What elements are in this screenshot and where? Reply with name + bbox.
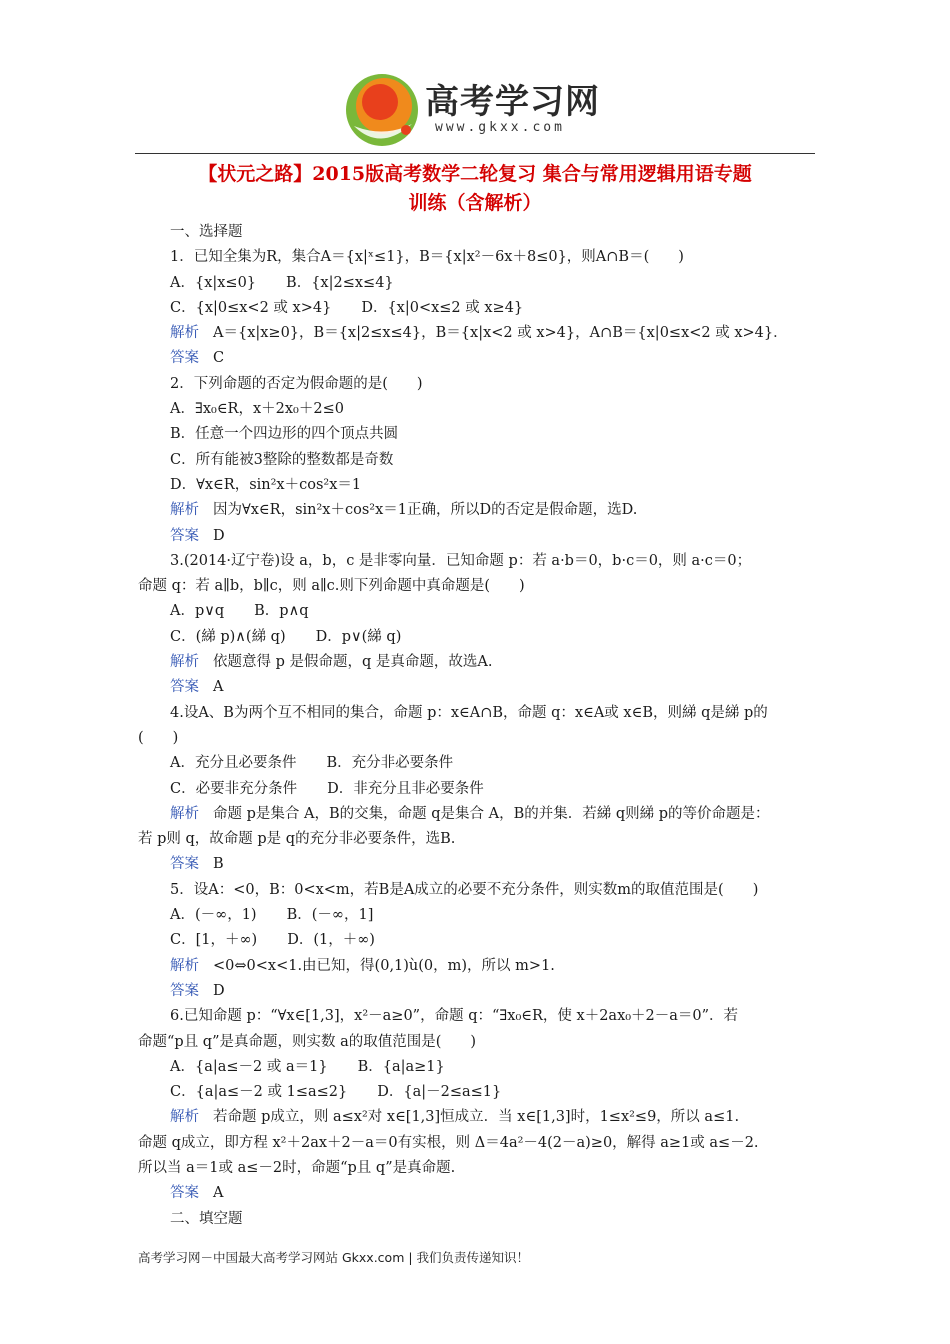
analysis-text: 因为∀x∈R，sin²x＋cos²x＝1正确，所以D的否定是假命题，选D. xyxy=(213,502,638,519)
analysis-text: 依题意得 p 是假命题，q 是真命题，故选A. xyxy=(213,654,493,671)
analysis-label: 解析 xyxy=(170,957,199,974)
answer xyxy=(138,346,818,371)
logo-emblem-icon xyxy=(340,66,430,156)
answer xyxy=(138,524,818,549)
options-row xyxy=(138,625,818,650)
analysis-label: 解析 xyxy=(170,325,199,342)
option-a: A．(－∞，1) xyxy=(170,907,257,924)
header-rule xyxy=(135,153,815,154)
answer-value: D xyxy=(213,982,225,999)
answer-label: 答案 xyxy=(170,350,199,367)
analysis-label: 解析 xyxy=(170,805,199,822)
analysis xyxy=(138,321,818,346)
document-title xyxy=(135,160,815,218)
analysis-cont: 命题 q成立，即方程 x²＋2ax＋2－a＝0有实根，则 Δ＝4a²－4(2－a)≥0，解得 a≥1或 a≤－2. xyxy=(138,1134,759,1151)
option-a: A．{a|a≤－2 或 a＝1} xyxy=(170,1058,328,1075)
section-heading: 一、选择题 xyxy=(170,224,243,240)
option-d: D．∀x∈R，sin²x＋cos²x＝1 xyxy=(170,476,362,493)
answer-value: D xyxy=(213,527,225,544)
analysis xyxy=(138,498,818,523)
question-6-cont: 命题“p且 q”是真命题，则实数 a的取值范围是( ) xyxy=(138,1033,477,1050)
answer xyxy=(138,852,818,877)
answer-label: 答案 xyxy=(170,1185,199,1202)
page-footer: 高考学习网－中国最大高考学习网站 Gkxx.com | 我们负责传递知识！ xyxy=(138,1250,530,1265)
options-row xyxy=(138,928,818,953)
option-d: D．p∨(綈 q) xyxy=(315,628,402,645)
answer-value: A xyxy=(213,679,224,696)
title-line-2: 训练（含解析） xyxy=(408,192,542,214)
options-row xyxy=(138,777,818,802)
option-a: A．充分且必要条件 xyxy=(170,755,297,772)
answer-value: C xyxy=(213,350,225,367)
analysis-cont: 若 p则 q，故命题 p是 q的充分非必要条件，选B. xyxy=(138,831,456,848)
option-b: B．任意一个四边形的四个顶点共圆 xyxy=(170,426,399,443)
options-row xyxy=(138,1055,818,1080)
option-d: D．{a|－2≤a≤1} xyxy=(377,1084,502,1101)
option-b: B．(－∞，1] xyxy=(286,907,374,924)
option-c: C．(綈 p)∧(綈 q) xyxy=(170,628,286,645)
analysis-label: 解析 xyxy=(170,502,199,519)
option-b: B．充分非必要条件 xyxy=(326,755,454,772)
options-row xyxy=(138,1080,818,1105)
question-1: 1．已知全集为R，集合A＝{x|ˣ≤1}，B＝{x|x²－6x＋8≤0}，则A∩B＝( ) xyxy=(170,249,684,266)
answer-label: 答案 xyxy=(170,527,199,544)
option-c: C．[1，＋∞) xyxy=(170,932,258,949)
options-row xyxy=(138,903,818,928)
analysis-text: 若命题 p成立，则 a≤x²对 x∈[1,3]恒成立．当 x∈[1,3]时，1≤x²≤9，所以 a≤1. xyxy=(213,1109,740,1126)
options-row xyxy=(138,599,818,624)
option-a: A．p∨q xyxy=(170,603,225,620)
analysis-text: A＝{x|x≥0}，B＝{x|2≤x≤4}，B＝{x|x<2 或 x>4}，A∩B＝{x|0≤x<2 或 x>4}． xyxy=(213,325,788,342)
analysis xyxy=(138,650,818,675)
answer-label: 答案 xyxy=(170,856,199,873)
site-logo xyxy=(340,62,620,158)
option-c: C．必要非充分条件 xyxy=(170,780,298,797)
logo-text: 高考学习网 xyxy=(425,82,600,122)
analysis-label: 解析 xyxy=(170,1109,199,1126)
option-d: D．{x|0<x≤2 或 x≥4} xyxy=(361,299,524,316)
analysis xyxy=(138,954,818,979)
section-heading: 二、填空题 xyxy=(170,1210,243,1227)
option-c: C．所有能被3整除的整数都是奇数 xyxy=(170,451,394,468)
option-d: D．非充分且非必要条件 xyxy=(327,780,484,797)
answer-label: 答案 xyxy=(170,679,199,696)
answer-label: 答案 xyxy=(170,982,199,999)
analysis xyxy=(138,1105,818,1130)
document-body xyxy=(138,220,818,1232)
question-5: 5．设A：<0，B：0<x<m，若B是A成立的必要不充分条件，则实数m的取值范围是( ) xyxy=(170,881,759,898)
question-3: 3.(2014·辽宁卷)设 a，b，c 是非零向量．已知命题 p：若 a·b＝0，b·c＝0，则 a·c＝0； xyxy=(170,552,752,569)
answer-value: B xyxy=(213,856,224,873)
analysis-text: 命题 p是集合 A，B的交集，命题 q是集合 A，B的并集．若綈 q则綈 p的等价命题是： xyxy=(213,805,770,822)
title-line-1: 【状元之路】2015版高考数学二轮复习 集合与常用逻辑用语专题 xyxy=(198,163,752,185)
question-6: 6.已知命题 p：“∀x∈[1,3]，x²－a≥0”，命题 q：“∃x₀∈R，使 x＋2ax₀＋2－a＝0”．若 xyxy=(170,1008,739,1025)
question-3-cont: 命题 q：若 a∥b，b∥c，则 a∥c.则下列命题中真命题是( ) xyxy=(138,578,525,595)
option-b: B．{a|a≥1} xyxy=(357,1058,445,1075)
analysis-label: 解析 xyxy=(170,654,199,671)
option-c: C．{x|0≤x<2 或 x>4} xyxy=(170,299,332,316)
option-d: D．(1，＋∞) xyxy=(287,932,375,949)
options-row xyxy=(138,751,818,776)
option-c: C．{a|a≤－2 或 1≤a≤2} xyxy=(170,1084,348,1101)
answer xyxy=(138,1181,818,1206)
answer xyxy=(138,979,818,1004)
question-2: 2．下列命题的否定为假命题的是( ) xyxy=(170,375,423,392)
options-row xyxy=(138,271,818,296)
option-a: A．{x|x≤0} xyxy=(170,274,257,291)
question-4: 4.设A、B为两个互不相同的集合，命题 p：x∈A∩B，命题 q：x∈A或 x∈B，则綈 q是綈 p的 xyxy=(170,704,768,721)
analysis-text: <0⇔0<x<1.由已知，得(0,1)ù(0，m)，所以 m>1. xyxy=(213,957,555,974)
option-b: B．{x|2≤x≤4} xyxy=(286,274,394,291)
options-row xyxy=(138,296,818,321)
question-4-cont: ( ) xyxy=(138,729,179,746)
logo-url: www.gkxx.com xyxy=(435,120,565,135)
analysis xyxy=(138,802,818,827)
answer xyxy=(138,675,818,700)
analysis-cont: 所以当 a＝1或 a≤－2时，命题“p且 q”是真命题. xyxy=(138,1159,456,1176)
option-a: A．∃x₀∈R，x＋2x₀＋2≤0 xyxy=(170,401,344,418)
option-b: B．p∧q xyxy=(254,603,309,620)
answer-value: A xyxy=(213,1185,224,1202)
